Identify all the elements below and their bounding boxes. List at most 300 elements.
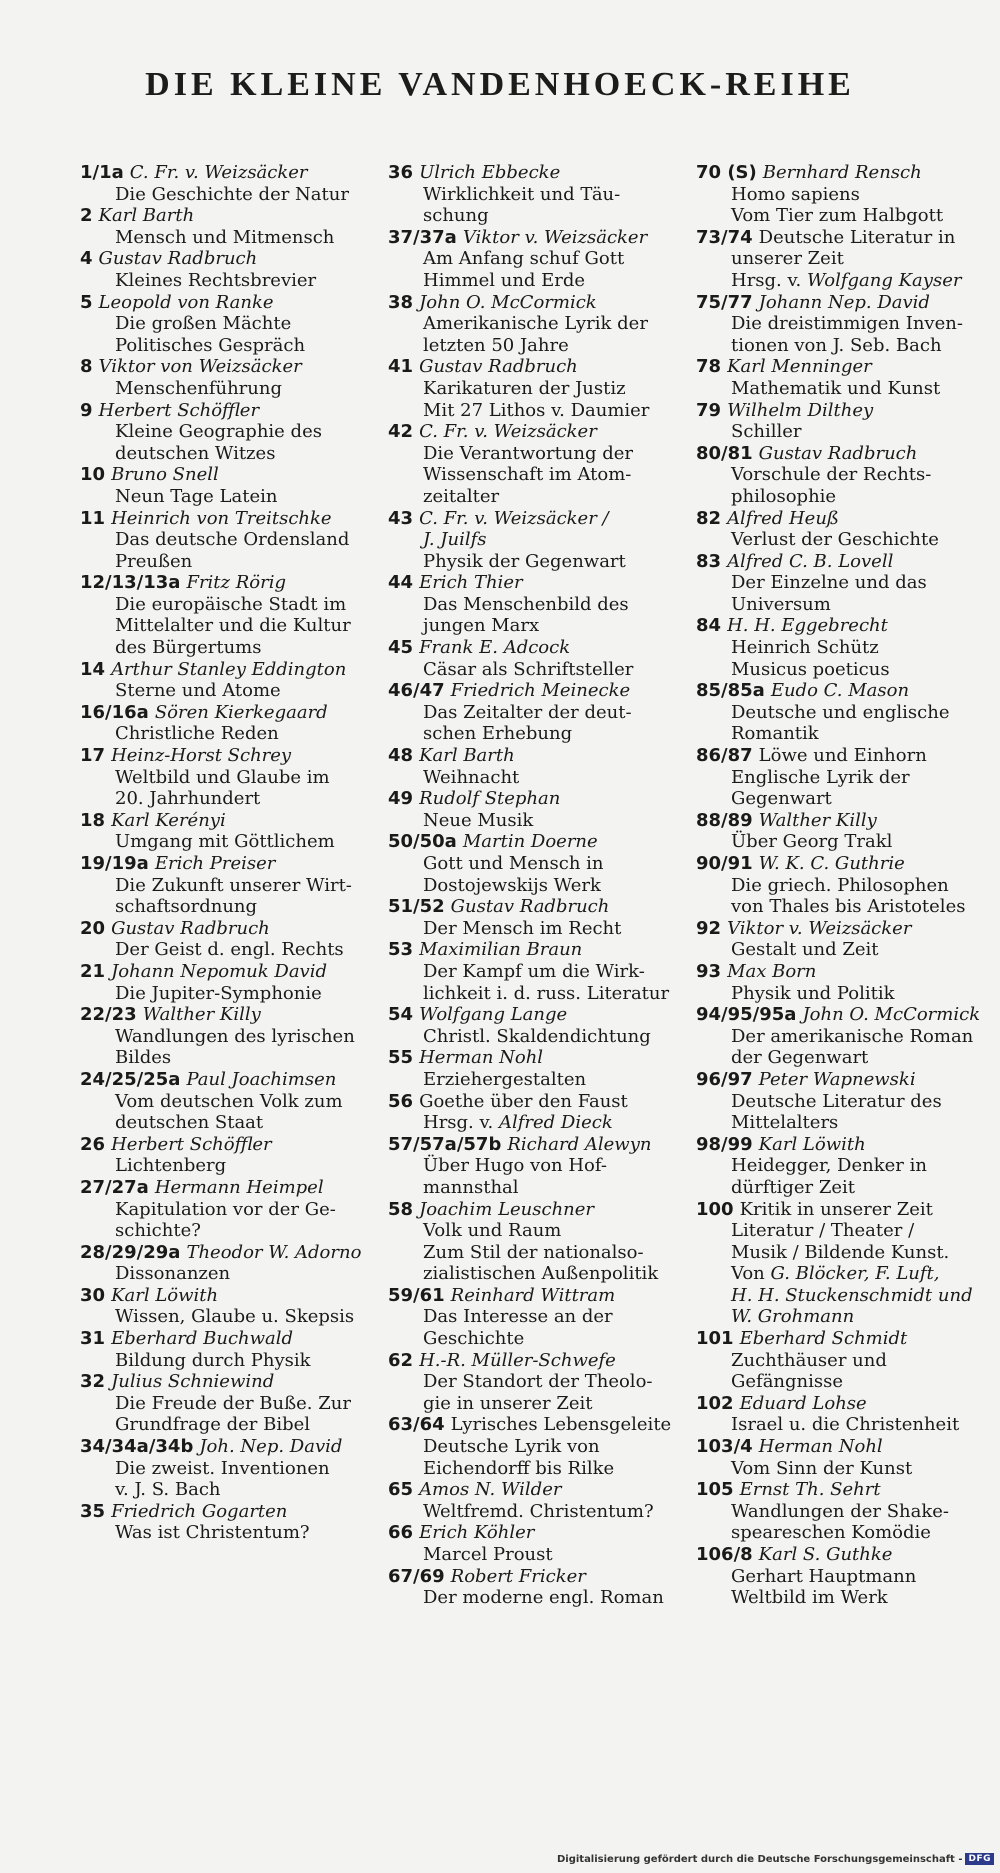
list-item [80, 1436, 365, 1501]
list-item [80, 1328, 365, 1371]
entry-head [388, 1285, 672, 1307]
volume-number: 65 [388, 1479, 414, 1501]
volume-number: 36 [388, 162, 414, 183]
entry-head [80, 1371, 365, 1393]
entry-head [696, 1479, 990, 1501]
author-name: Sören Kierkegaard [154, 701, 328, 723]
volume-number: 88/89 [696, 809, 753, 831]
entry-line: Kapitulation vor der Ge- [115, 1198, 336, 1220]
entry-head [696, 292, 990, 314]
entry-head [388, 292, 672, 314]
author-name: Arthur Stanley Eddington [111, 658, 347, 680]
entry-line: Dissonanzen [115, 1263, 231, 1285]
author-name: Karl Löwith [758, 1133, 866, 1155]
volume-number: 67/69 [388, 1565, 445, 1587]
entry-head [80, 205, 365, 227]
entry-line: Die großen Mächte [115, 313, 292, 335]
entry-line: schung [423, 205, 489, 227]
entry-line: Gestalt und Zeit [731, 939, 879, 961]
entry-line: Weihnacht [423, 766, 520, 788]
entry-head [696, 1436, 990, 1458]
entry-head [388, 637, 672, 659]
entry-line: Der amerikanische Roman [731, 1025, 974, 1047]
list-item [388, 1566, 672, 1609]
entry-line: Hrsg. v. Wolfgang Kayser [731, 269, 962, 291]
volume-number: 4 [80, 248, 93, 270]
entry-line: Grundfrage der Bibel [115, 1414, 311, 1436]
list-item [696, 356, 990, 399]
entry-head [388, 939, 672, 961]
author-name: Walther Killy [142, 1004, 261, 1026]
list-item [388, 788, 672, 831]
entry-line: Weltbild im Werk [731, 1587, 888, 1609]
list-item [80, 659, 365, 702]
entry-head [80, 1501, 365, 1523]
list-item [80, 572, 365, 658]
list-item [80, 356, 365, 399]
list-item [696, 853, 990, 918]
list-item [696, 443, 990, 508]
entry-line: Englische Lyrik der [731, 766, 910, 788]
entry-line: Bildung durch Physik [115, 1349, 311, 1371]
entry-head [696, 443, 990, 465]
volume-number: 32 [80, 1371, 106, 1393]
list-item [696, 745, 990, 810]
volume-number: 90/91 [696, 853, 753, 874]
author-name: Bruno Snell [111, 464, 219, 486]
volume-number: 8 [80, 356, 93, 378]
author-name: Theodor W. Adorno [186, 1241, 362, 1263]
book-title: Goethe über den Faust [419, 1090, 628, 1112]
list-item [696, 162, 990, 227]
name-italic: H. H. Stuckenschmidt und [731, 1284, 973, 1306]
entry-line: Homo sapiens [731, 183, 860, 205]
entry-head [80, 508, 365, 530]
entry-line: Gerhart Hauptmann [731, 1565, 917, 1587]
entry-line: deutschen Staat [115, 1112, 264, 1134]
list-item [80, 400, 365, 465]
entry-head [80, 1328, 365, 1350]
entry-head [80, 1177, 365, 1199]
entry-head [388, 1566, 672, 1588]
entry-line: Bildes [115, 1047, 172, 1069]
entry-line: philosophie [731, 485, 837, 507]
volume-number: 35 [80, 1500, 106, 1522]
entry-head [388, 788, 672, 810]
volume-number: 103/4 [696, 1436, 753, 1458]
volume-number: 79 [696, 399, 722, 421]
entry-head [388, 1479, 672, 1501]
author-name: Paul Joachimsen [186, 1068, 337, 1090]
entry-line: schen Erhebung [423, 723, 573, 745]
volume-number: 49 [388, 788, 414, 810]
author-name: Gustav Radbruch [450, 896, 610, 918]
entry-head [696, 1328, 990, 1350]
book-title: Deutsche Literatur in [758, 226, 956, 248]
entry-line: Verlust der Geschichte [731, 529, 939, 551]
volume-number: 21 [80, 960, 106, 982]
author-name: Gustav Radbruch [419, 356, 578, 378]
entry-head [388, 572, 672, 594]
entry-line: v. J. S. Bach [115, 1479, 221, 1501]
list-item [388, 1479, 672, 1522]
entry-line: Die dreistimmigen Inven- [731, 313, 963, 335]
entry-head [80, 356, 365, 378]
entry-line: Karikaturen der Justiz [423, 377, 626, 399]
list-item [696, 810, 990, 853]
list-item [388, 1004, 672, 1047]
entry-line: Politisches Gespräch [115, 334, 306, 356]
list-item [696, 400, 990, 443]
entry-head [388, 680, 672, 702]
entry-head [696, 400, 990, 422]
entry-line: Über Hugo von Hof- [423, 1155, 607, 1177]
author-name: Gustav Radbruch [111, 917, 270, 939]
entry-line: Das Menschenbild des [423, 593, 629, 615]
entry-head [80, 853, 365, 875]
author-name: Herbert Schöffler [98, 399, 260, 421]
entry-line: Am Anfang schuf Gott [423, 248, 625, 270]
volume-number: 106/8 [696, 1544, 753, 1565]
entry-line: Christliche Reden [115, 723, 279, 745]
volume-number: 53 [388, 939, 414, 961]
entry-line: Gegenwart [731, 788, 832, 810]
volume-number: 45 [388, 637, 414, 659]
volume-number: 105 [696, 1479, 734, 1501]
entry-head [388, 745, 672, 767]
entry-line: Die griech. Philosophen [731, 874, 949, 896]
dfg-logo: DFG [965, 1853, 994, 1865]
volume-number: 19/19a [80, 853, 149, 874]
entry-head [388, 1350, 672, 1372]
list-item [80, 1371, 365, 1436]
entry-line: lichkeit i. d. russ. Literatur [423, 982, 670, 1004]
author-name: Walther Killy [758, 809, 877, 831]
entry-line: schichte? [115, 1220, 201, 1242]
entry-line: Universum [731, 593, 831, 615]
entry-line: dürftiger Zeit [731, 1176, 856, 1198]
entry-line: deutschen Witzes [115, 442, 276, 464]
volume-number: 82 [696, 507, 722, 529]
volume-number: 80/81 [696, 442, 753, 464]
entry-head [80, 292, 365, 314]
entry-line: Volk und Raum [423, 1220, 562, 1242]
author-name: Frank E. Adcock [419, 637, 571, 659]
entry-line: Kleine Geographie des [115, 421, 322, 443]
author-name: Hermann Heimpel [154, 1176, 324, 1198]
entry-line: Zuchthäuser und [731, 1349, 887, 1371]
entry-line: Deutsche und englische [731, 701, 950, 723]
entry-line: Israel u. die Christenheit [731, 1414, 960, 1436]
entry-head [696, 615, 990, 637]
name-italic: Alfred Dieck [498, 1112, 613, 1134]
author-name: Karl S. Guthke [758, 1544, 893, 1565]
volume-number: 73/74 [696, 226, 753, 248]
entry-head [696, 1134, 990, 1156]
author-name: Julius Schniewind [111, 1371, 275, 1393]
book-title: Kritik in unserer Zeit [739, 1198, 933, 1220]
footer-text: Digitalisierung gefördert durch die Deutsche Forschungsgemeinschaft - [556, 1853, 963, 1865]
volume-number: 57/57a/57b [388, 1133, 502, 1155]
entry-head [80, 961, 365, 983]
author-name: H.-R. Müller-Schwefe [419, 1349, 616, 1371]
volume-number: 34/34a/34b [80, 1436, 194, 1458]
author-name: Joh. Nep. David [199, 1436, 343, 1458]
entry-head [696, 227, 990, 249]
list-item [388, 1199, 672, 1285]
volume-number: 46/47 [388, 680, 445, 702]
entry-head [80, 1242, 365, 1264]
volume-number: 41 [388, 356, 414, 378]
entry-line: Zum Stil der nationalso- [423, 1241, 644, 1263]
entry-head [696, 1069, 990, 1091]
author-name: Friedrich Gogarten [111, 1500, 288, 1522]
author-name: Max Born [727, 960, 817, 982]
volume-number: 70 (S) [696, 162, 757, 183]
author-name: Heinz-Horst Schrey [111, 745, 292, 767]
author-name: John O. McCormick [802, 1004, 981, 1026]
entry-head [696, 853, 990, 875]
entry-line: Vom Sinn der Kunst [731, 1457, 913, 1479]
list-item [80, 702, 365, 745]
list-item [80, 248, 365, 291]
entry-line: Himmel und Erde [423, 269, 586, 291]
author-name: Robert Fricker [450, 1565, 586, 1587]
list-item [696, 1069, 990, 1134]
entry-line: Weltfremd. Christentum? [423, 1500, 654, 1522]
entry-line: Mensch und Mitmensch [115, 226, 335, 248]
entry-head [388, 831, 672, 853]
volume-number: 55 [388, 1047, 414, 1069]
volume-number: 54 [388, 1004, 414, 1026]
author-name: Ulrich Ebbecke [419, 162, 561, 183]
entry-line: Schiller [731, 421, 802, 443]
column-2 [388, 162, 672, 1609]
volume-number: 86/87 [696, 745, 753, 767]
author-name: Rudolf Stephan [419, 788, 561, 810]
author-name: Erich Preiser [154, 853, 276, 874]
entry-head [696, 356, 990, 378]
author-name: Amos N. Wilder [419, 1479, 562, 1501]
author-name: Viktor von Weizsäcker [98, 356, 302, 378]
volume-number: 59/61 [388, 1284, 445, 1306]
list-item [388, 1350, 672, 1415]
list-item [696, 615, 990, 680]
volume-number: 94/95/95a [696, 1004, 797, 1026]
author-name: Herman Nohl [758, 1436, 883, 1458]
entry-line: Die Zukunft unserer Wirt- [115, 874, 352, 896]
author-name: C. Fr. v. Weizsäcker / [419, 507, 609, 529]
entry-line: letzten 50 Jahre [423, 334, 569, 356]
list-item [388, 745, 672, 788]
volume-number: 22/23 [80, 1004, 137, 1026]
list-item [80, 1242, 365, 1285]
entry-head [80, 702, 365, 724]
footer [557, 1853, 994, 1865]
list-item [388, 831, 672, 896]
list-item [388, 508, 672, 573]
list-item [388, 1285, 672, 1350]
entry-line: Der Kampf um die Wirk- [423, 960, 645, 982]
author-name: Eberhard Buchwald [111, 1328, 294, 1350]
entry-line: Der moderne engl. Roman [423, 1587, 664, 1609]
author-name: Erich Köhler [419, 1522, 535, 1544]
list-item [388, 1522, 672, 1565]
list-item [696, 1004, 990, 1069]
volume-number: 50/50a [388, 831, 457, 853]
entry-line: Gefängnisse [731, 1371, 844, 1393]
entry-line: Christl. Skaldendichtung [423, 1025, 651, 1047]
entry-line: von Thales bis Aristoteles [731, 896, 966, 918]
entry-head [80, 659, 365, 681]
volume-number: 43 [388, 507, 414, 529]
entry-line: Lichtenberg [115, 1155, 227, 1177]
entry-line: Weltbild und Glaube im [115, 766, 330, 788]
volume-number: 24/25/25a [80, 1068, 181, 1090]
entry-head [696, 1393, 990, 1415]
list-item [80, 162, 365, 205]
entry-line: des Bürgertums [115, 637, 262, 659]
volume-number: 17 [80, 745, 106, 767]
list-item [80, 508, 365, 573]
volume-number: 9 [80, 399, 93, 421]
volume-number: 31 [80, 1328, 106, 1350]
entry-head [388, 1414, 672, 1436]
volume-number: 83 [696, 550, 722, 572]
volume-number: 44 [388, 572, 414, 594]
entry-line: Musicus poeticus [731, 658, 890, 680]
entry-line: Musik / Bildende Kunst. [731, 1241, 950, 1263]
list-item [80, 1177, 365, 1242]
volume-number: 85/85a [696, 680, 765, 702]
author-name: Gustav Radbruch [98, 248, 258, 270]
name-italic: G. Blöcker, F. Luft, [770, 1263, 940, 1285]
entry-line: Von G. Blöcker, F. Luft, [731, 1263, 940, 1285]
author-name: Karl Barth [419, 745, 515, 767]
entry-head [696, 551, 990, 573]
author-name: Viktor v. Weizsäcker [462, 226, 648, 248]
entry-line: Physik und Politik [731, 982, 895, 1004]
author-name: Gustav Radbruch [758, 442, 918, 464]
entry-head [696, 680, 990, 702]
book-title: Lyrisches Lebensgeleite [450, 1414, 672, 1436]
entry-line: Vom Tier zum Halbgott [731, 205, 944, 227]
volume-number: 84 [696, 615, 722, 637]
volume-number: 5 [80, 291, 93, 313]
author-name: Herman Nohl [419, 1047, 544, 1069]
volume-number: 66 [388, 1522, 414, 1544]
entry-line: J. Juilfs [423, 529, 487, 551]
author-name: Wolfgang Lange [419, 1004, 568, 1026]
author-name: H. H. Eggebrecht [727, 615, 888, 637]
author-name: Bernhard Rensch [762, 162, 922, 183]
entry-line: Wandlungen des lyrischen [115, 1025, 355, 1047]
volume-number: 28/29/29a [80, 1241, 181, 1263]
entry-line: gie in unserer Zeit [423, 1392, 593, 1414]
list-item [696, 1479, 990, 1544]
list-item [80, 853, 365, 918]
list-item [388, 896, 672, 939]
entry-line: Cäsar als Schriftsteller [423, 658, 634, 680]
column-1 [80, 162, 365, 1544]
entry-head [696, 1544, 990, 1566]
entry-line: Hrsg. v. Alfred Dieck [423, 1112, 613, 1134]
entry-head [388, 356, 672, 378]
entry-line: Geschichte [423, 1328, 525, 1350]
author-name: Joachim Leuschner [419, 1198, 595, 1220]
volume-number: 51/52 [388, 896, 445, 918]
entry-head [696, 162, 990, 184]
entry-line: Der Standort der Theolo- [423, 1371, 653, 1393]
entry-head [388, 1199, 672, 1221]
volume-number: 37/37a [388, 226, 457, 248]
author-name: Ernst Th. Sehrt [739, 1479, 881, 1501]
entry-line: Sterne und Atome [115, 680, 281, 702]
entry-head [80, 464, 365, 486]
volume-number: 26 [80, 1133, 106, 1155]
entry-line: Die europäische Stadt im [115, 593, 347, 615]
volume-number: 27/27a [80, 1176, 149, 1198]
entry-head [80, 1069, 365, 1091]
list-item [388, 292, 672, 357]
list-item [388, 572, 672, 637]
entry-head [696, 810, 990, 832]
list-item [388, 1414, 672, 1479]
entry-line: Der Mensch im Recht [423, 917, 622, 939]
author-name: Erich Thier [419, 572, 523, 594]
volume-number: 92 [696, 917, 722, 939]
author-name: Alfred C. B. Lovell [727, 550, 894, 572]
entry-line: Die Geschichte der Natur [115, 183, 349, 205]
page-title: DIE KLEINE VANDENHOECK-REIHE [145, 66, 855, 103]
author-name: Karl Löwith [111, 1284, 219, 1306]
entry-head [388, 896, 672, 918]
entry-line: Wandlungen der Shake- [731, 1500, 950, 1522]
list-item [696, 961, 990, 1004]
author-name: Johann Nep. David [758, 291, 930, 313]
volume-number: 2 [80, 205, 93, 227]
volume-number: 101 [696, 1328, 734, 1350]
list-item [696, 227, 990, 292]
entry-line: Physik der Gegenwart [423, 550, 626, 572]
entry-line: Mittelalter und die Kultur [115, 615, 351, 637]
volume-number: 63/64 [388, 1414, 445, 1436]
author-name: C. Fr. v. Weizsäcker [419, 421, 597, 443]
entry-head [388, 162, 672, 184]
volume-number: 18 [80, 809, 106, 831]
volume-number: 102 [696, 1392, 734, 1414]
author-name: Karl Kerényi [111, 809, 226, 831]
entry-line: zialistischen Außenpolitik [423, 1263, 659, 1285]
list-item [80, 1285, 365, 1328]
entry-line: Literatur / Theater / [731, 1220, 915, 1242]
entry-line: Deutsche Lyrik von [423, 1436, 600, 1458]
volume-number: 56 [388, 1090, 414, 1112]
author-name: Alfred Heuß [727, 507, 839, 529]
entry-line: Marcel Proust [423, 1544, 553, 1565]
author-name: Herbert Schöffler [111, 1133, 272, 1155]
entry-line: Erziehergestalten [423, 1068, 587, 1090]
author-name: Leopold von Ranke [98, 291, 274, 313]
entry-line: Was ist Christentum? [115, 1522, 310, 1544]
entry-line: speareschen Komödie [731, 1522, 931, 1544]
entry-line: 20. Jahrhundert [115, 788, 261, 810]
entry-head [80, 248, 365, 270]
entry-line: Preußen [115, 550, 193, 572]
author-name: Johann Nepomuk David [111, 960, 328, 982]
author-name: Fritz Rörig [186, 572, 287, 594]
entry-head [696, 1199, 990, 1221]
